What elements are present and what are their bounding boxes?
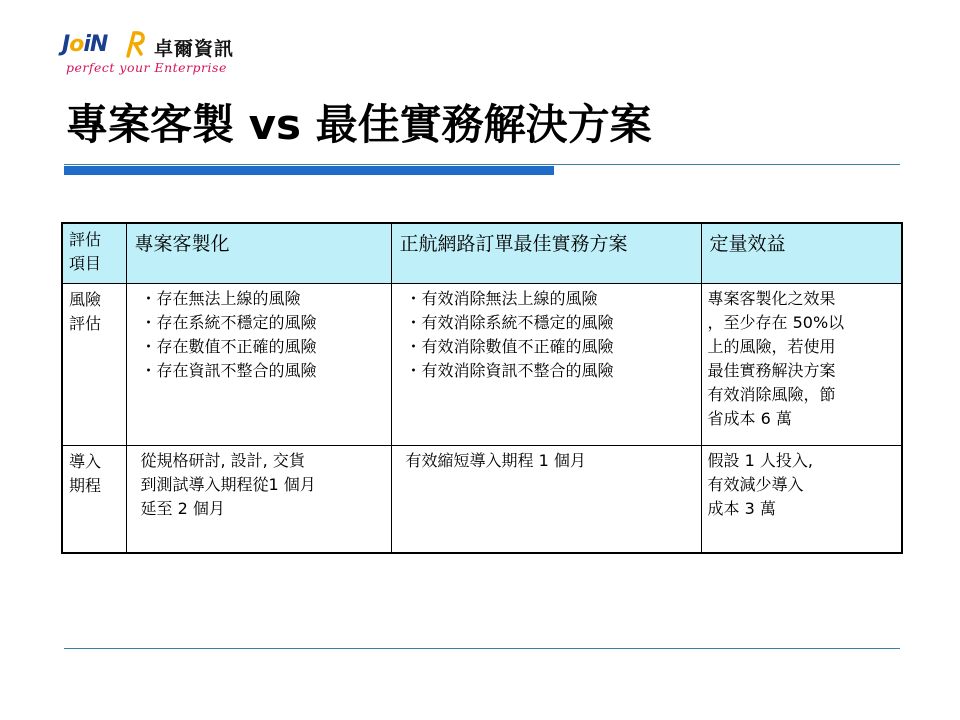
footer-rule — [64, 648, 900, 649]
slide-title: 專案客製 vs 最佳實務解決方案 — [66, 100, 652, 149]
list-item: ・ 有效消除系統不穩定的風險 — [406, 311, 695, 335]
table-row — [62, 283, 902, 445]
comparison-table — [61, 222, 903, 554]
header-benefit: 定量效益 — [701, 223, 902, 283]
table-header-row — [62, 223, 902, 283]
header-best-practice: 正航網路訂單最佳實務方案 — [391, 223, 701, 283]
custom-risk-list — [141, 287, 385, 383]
cell-best-timeline: 有效縮短導入期程 1 個月 — [391, 445, 701, 553]
header-criteria: 評估 項目 — [62, 223, 126, 283]
title-accent-bar — [64, 166, 554, 175]
company-logo — [62, 30, 272, 80]
row-criteria-timeline: 導入 期程 — [62, 445, 126, 553]
list-item: ・ 存在無法上線的風險 — [141, 287, 385, 311]
title-underline — [64, 164, 900, 165]
cell-benefit-risk: 專案客製化之效果 ，至少存在 50%以 上的風險，若使用 最佳實務解決方案 有效消除風險，節 省成本 6 萬 — [701, 283, 902, 445]
logo-company-name: 卓爾資訊 — [154, 38, 235, 60]
best-risk-list — [406, 287, 695, 383]
cell-benefit-timeline: 假設 1 人投入, 有效減少導入 成本 3 萬 — [701, 445, 902, 553]
cell-custom-risk — [126, 283, 391, 445]
cell-custom-timeline: 從規格研討, 設計, 交貨 到測試導入期程從1 個月 延至 2 個月 — [126, 445, 391, 553]
list-item: ・ 有效消除無法上線的風險 — [406, 287, 695, 311]
list-item: ・ 有效消除數值不正確的風險 — [406, 335, 695, 359]
list-item: ・ 存在數值不正確的風險 — [141, 335, 385, 359]
list-item: ・ 存在系統不穩定的風險 — [141, 311, 385, 335]
logo-wordmark: JoiN — [62, 32, 108, 57]
row-criteria-risk: 風險 評估 — [62, 283, 126, 445]
logo-tagline: perfect your Enterprise — [66, 60, 227, 75]
cell-best-risk — [391, 283, 701, 445]
header-custom: 專案客製化 — [126, 223, 391, 283]
list-item: ・ 存在資訊不整合的風險 — [141, 359, 385, 383]
list-item: ・ 有效消除資訊不整合的風險 — [406, 359, 695, 383]
table-row — [62, 445, 902, 553]
logo-swoosh-icon — [124, 30, 146, 58]
